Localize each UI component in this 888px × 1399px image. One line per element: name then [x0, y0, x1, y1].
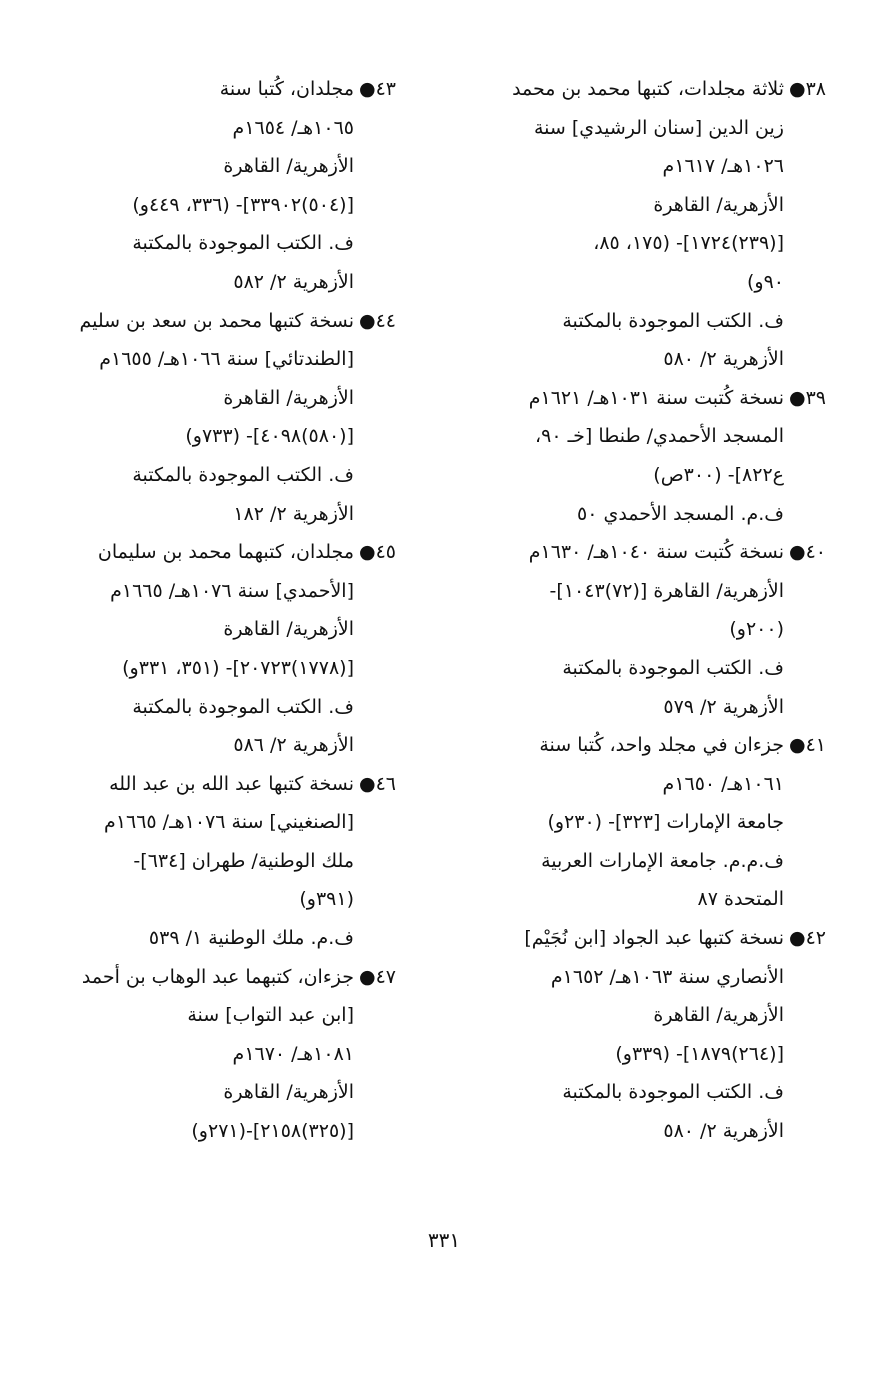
- entry-line: ثلاثة مجلدات، كتبها محمد بن محمد: [512, 78, 784, 100]
- catalog-entry: [476, 533, 826, 726]
- catalog-entry: [46, 302, 396, 534]
- right-column: [476, 70, 826, 1151]
- entry-line: ف.م. المسجد الأحمدي ٥٠: [576, 502, 784, 525]
- catalog-entry: [46, 958, 396, 1151]
- entry-line: ف. الكتب الموجودة بالمكتبة: [132, 232, 354, 255]
- entry-line: الأزهرية/ القاهرة: [653, 193, 784, 216]
- entry-line: ف. الكتب الموجودة بالمكتبة: [562, 1081, 784, 1104]
- entry-line: نسخة كُتبت سنة ١٠٣١هـ/ ١٦٢١م: [528, 386, 784, 409]
- catalog-entry: [476, 726, 826, 919]
- entry-number: ٤١●: [788, 734, 826, 757]
- entry-line: ف. الكتب الموجودة بالمكتبة: [132, 695, 354, 718]
- entry-line: الأزهرية ٢/ ٥٨٠: [663, 348, 784, 371]
- entry-line: المسجد الأحمدي/ طنطا [خـ ٩٠،: [534, 425, 784, 448]
- entry-line: الأزهرية/ القاهرة: [223, 1081, 354, 1104]
- entry-line: جزءان في مجلد واحد، كُتبا سنة: [539, 734, 784, 757]
- entry-line: ٩٠و): [746, 270, 784, 293]
- entry-line: الأنصاري سنة ١٠٦٣هـ/ ١٦٥٢م: [550, 965, 784, 988]
- entry-line: جزءان، كتبهما عبد الوهاب بن أحمد: [81, 965, 354, 988]
- entry-line: الأزهرية/ القاهرة: [223, 386, 354, 409]
- entry-line: (٣٩١و): [299, 888, 354, 911]
- entry-line: نسخة كتبها محمد بن سعد بن سليم: [79, 309, 354, 332]
- entry-line: مجلدان، كتبهما محمد بن سليمان: [97, 541, 354, 564]
- entry-number: ٤٤●: [358, 309, 396, 332]
- entry-line: نسخة كُتبت سنة ١٠٤٠هـ/ ١٦٣٠م: [528, 541, 784, 564]
- entry-line: الأزهرية ٢/ ٥٨٠: [663, 1120, 784, 1143]
- entry-line: المتحدة ٨٧: [697, 888, 784, 911]
- entry-line: ملك الوطنية/ طهران [٦٣٤]-: [133, 849, 354, 872]
- entry-line: ف. الكتب الموجودة بالمكتبة: [562, 309, 784, 332]
- entry-line: ١٠٨١هـ/ ١٦٧٠م: [232, 1042, 354, 1065]
- entry-line: مجلدان، كُتبا سنة: [219, 78, 354, 100]
- catalog-entry: [476, 919, 826, 1151]
- entry-number: ٤٣●: [358, 78, 396, 100]
- catalog-entry: [46, 765, 396, 958]
- entry-line: الأزهرية/ القاهرة: [223, 618, 354, 641]
- entry-line: نسخة كتبها عبد الله بن عبد الله: [109, 772, 354, 795]
- entry-line: الأزهرية/ القاهرة: [653, 1004, 784, 1027]
- entry-line: ف.م. ملك الوطنية ١/ ٥٣٩: [148, 927, 354, 950]
- entry-line: الأزهرية ٢/ ٥٨٦: [233, 734, 354, 757]
- catalog-entry: [46, 533, 396, 765]
- entry-line: (٢٠٠و): [729, 618, 784, 641]
- entry-line: زين الدين [سنان الرشيدي] سنة: [534, 116, 784, 139]
- entry-line: الأزهرية/ القاهرة [(٧٢)١٠٤٣]-: [549, 579, 784, 602]
- entry-line: [(١٧٧٨)٢٠٧٢٣]- (٣٥١، ٣٣١و): [122, 656, 354, 679]
- entry-number: ٤٢●: [788, 927, 826, 950]
- entry-number: ٣٨●: [788, 78, 826, 100]
- entry-line: [الأحمدي] سنة ١٠٧٦هـ/ ١٦٦٥م: [110, 579, 354, 602]
- entry-line: [الصنغيني] سنة ١٠٧٦هـ/ ١٦٦٥م: [104, 811, 354, 834]
- entry-line: [(٢٣٩)١٧٢٤]- (١٧٥، ٨٥،: [593, 232, 784, 255]
- entry-number: ٤٠●: [788, 541, 826, 564]
- entry-line: ف. الكتب الموجودة بالمكتبة: [132, 463, 354, 486]
- entry-line: ع٨٢٢]- (٣٠٠ص): [653, 463, 784, 486]
- entry-line: جامعة الإمارات [٣٢٣]- (٢٣٠و): [547, 811, 784, 834]
- catalog-entry: [476, 379, 826, 533]
- entry-line: ١٠٦٥هـ/ ١٦٥٤م: [232, 116, 354, 139]
- entry-line: الأزهرية/ القاهرة: [223, 155, 354, 178]
- entry-line: الأزهرية ٢/ ١٨٢: [233, 502, 354, 525]
- entry-line: [(٥٠٤)٣٣٩٠٢]- (٣٣٦، ٤٤٩و): [132, 193, 354, 216]
- catalog-entry: [46, 70, 396, 302]
- entry-line: [ابن عبد التواب] سنة: [187, 1004, 354, 1027]
- left-column: [46, 70, 396, 1151]
- entry-line: الأزهرية ٢/ ٥٧٩: [663, 695, 784, 718]
- entry-line: نسخة كتبها عبد الجواد [ابن نُجَيْم]: [524, 927, 784, 950]
- entry-line: ١٠٦١هـ/ ١٦٥٠م: [662, 772, 784, 795]
- entry-line: ١٠٢٦هـ/ ١٦١٧م: [662, 155, 784, 178]
- entry-line: الأزهرية ٢/ ٥٨٢: [233, 270, 354, 293]
- entry-number: ٣٩●: [788, 386, 826, 409]
- entry-line: ف. الكتب الموجودة بالمكتبة: [562, 656, 784, 679]
- entry-line: [الطندتائي] سنة ١٠٦٦هـ/ ١٦٥٥م: [99, 348, 354, 371]
- entry-number: ٤٧●: [358, 965, 396, 988]
- entry-number: ٤٥●: [358, 541, 396, 564]
- page-number: ٣٣١: [427, 1228, 461, 1252]
- catalog-entry: [476, 70, 826, 379]
- entry-line: [(٢٦٤)١٨٧٩]- (٣٣٩و): [615, 1042, 784, 1065]
- entry-line: ف.م.م. جامعة الإمارات العربية: [541, 849, 784, 872]
- entry-number: ٤٦●: [358, 772, 396, 795]
- entry-line: [(٣٢٥)٢١٥٨]-(٢٧١و): [191, 1120, 354, 1143]
- entry-line: [(٥٨٠)٤٠٩٨]- (٧٣٣و): [185, 425, 354, 448]
